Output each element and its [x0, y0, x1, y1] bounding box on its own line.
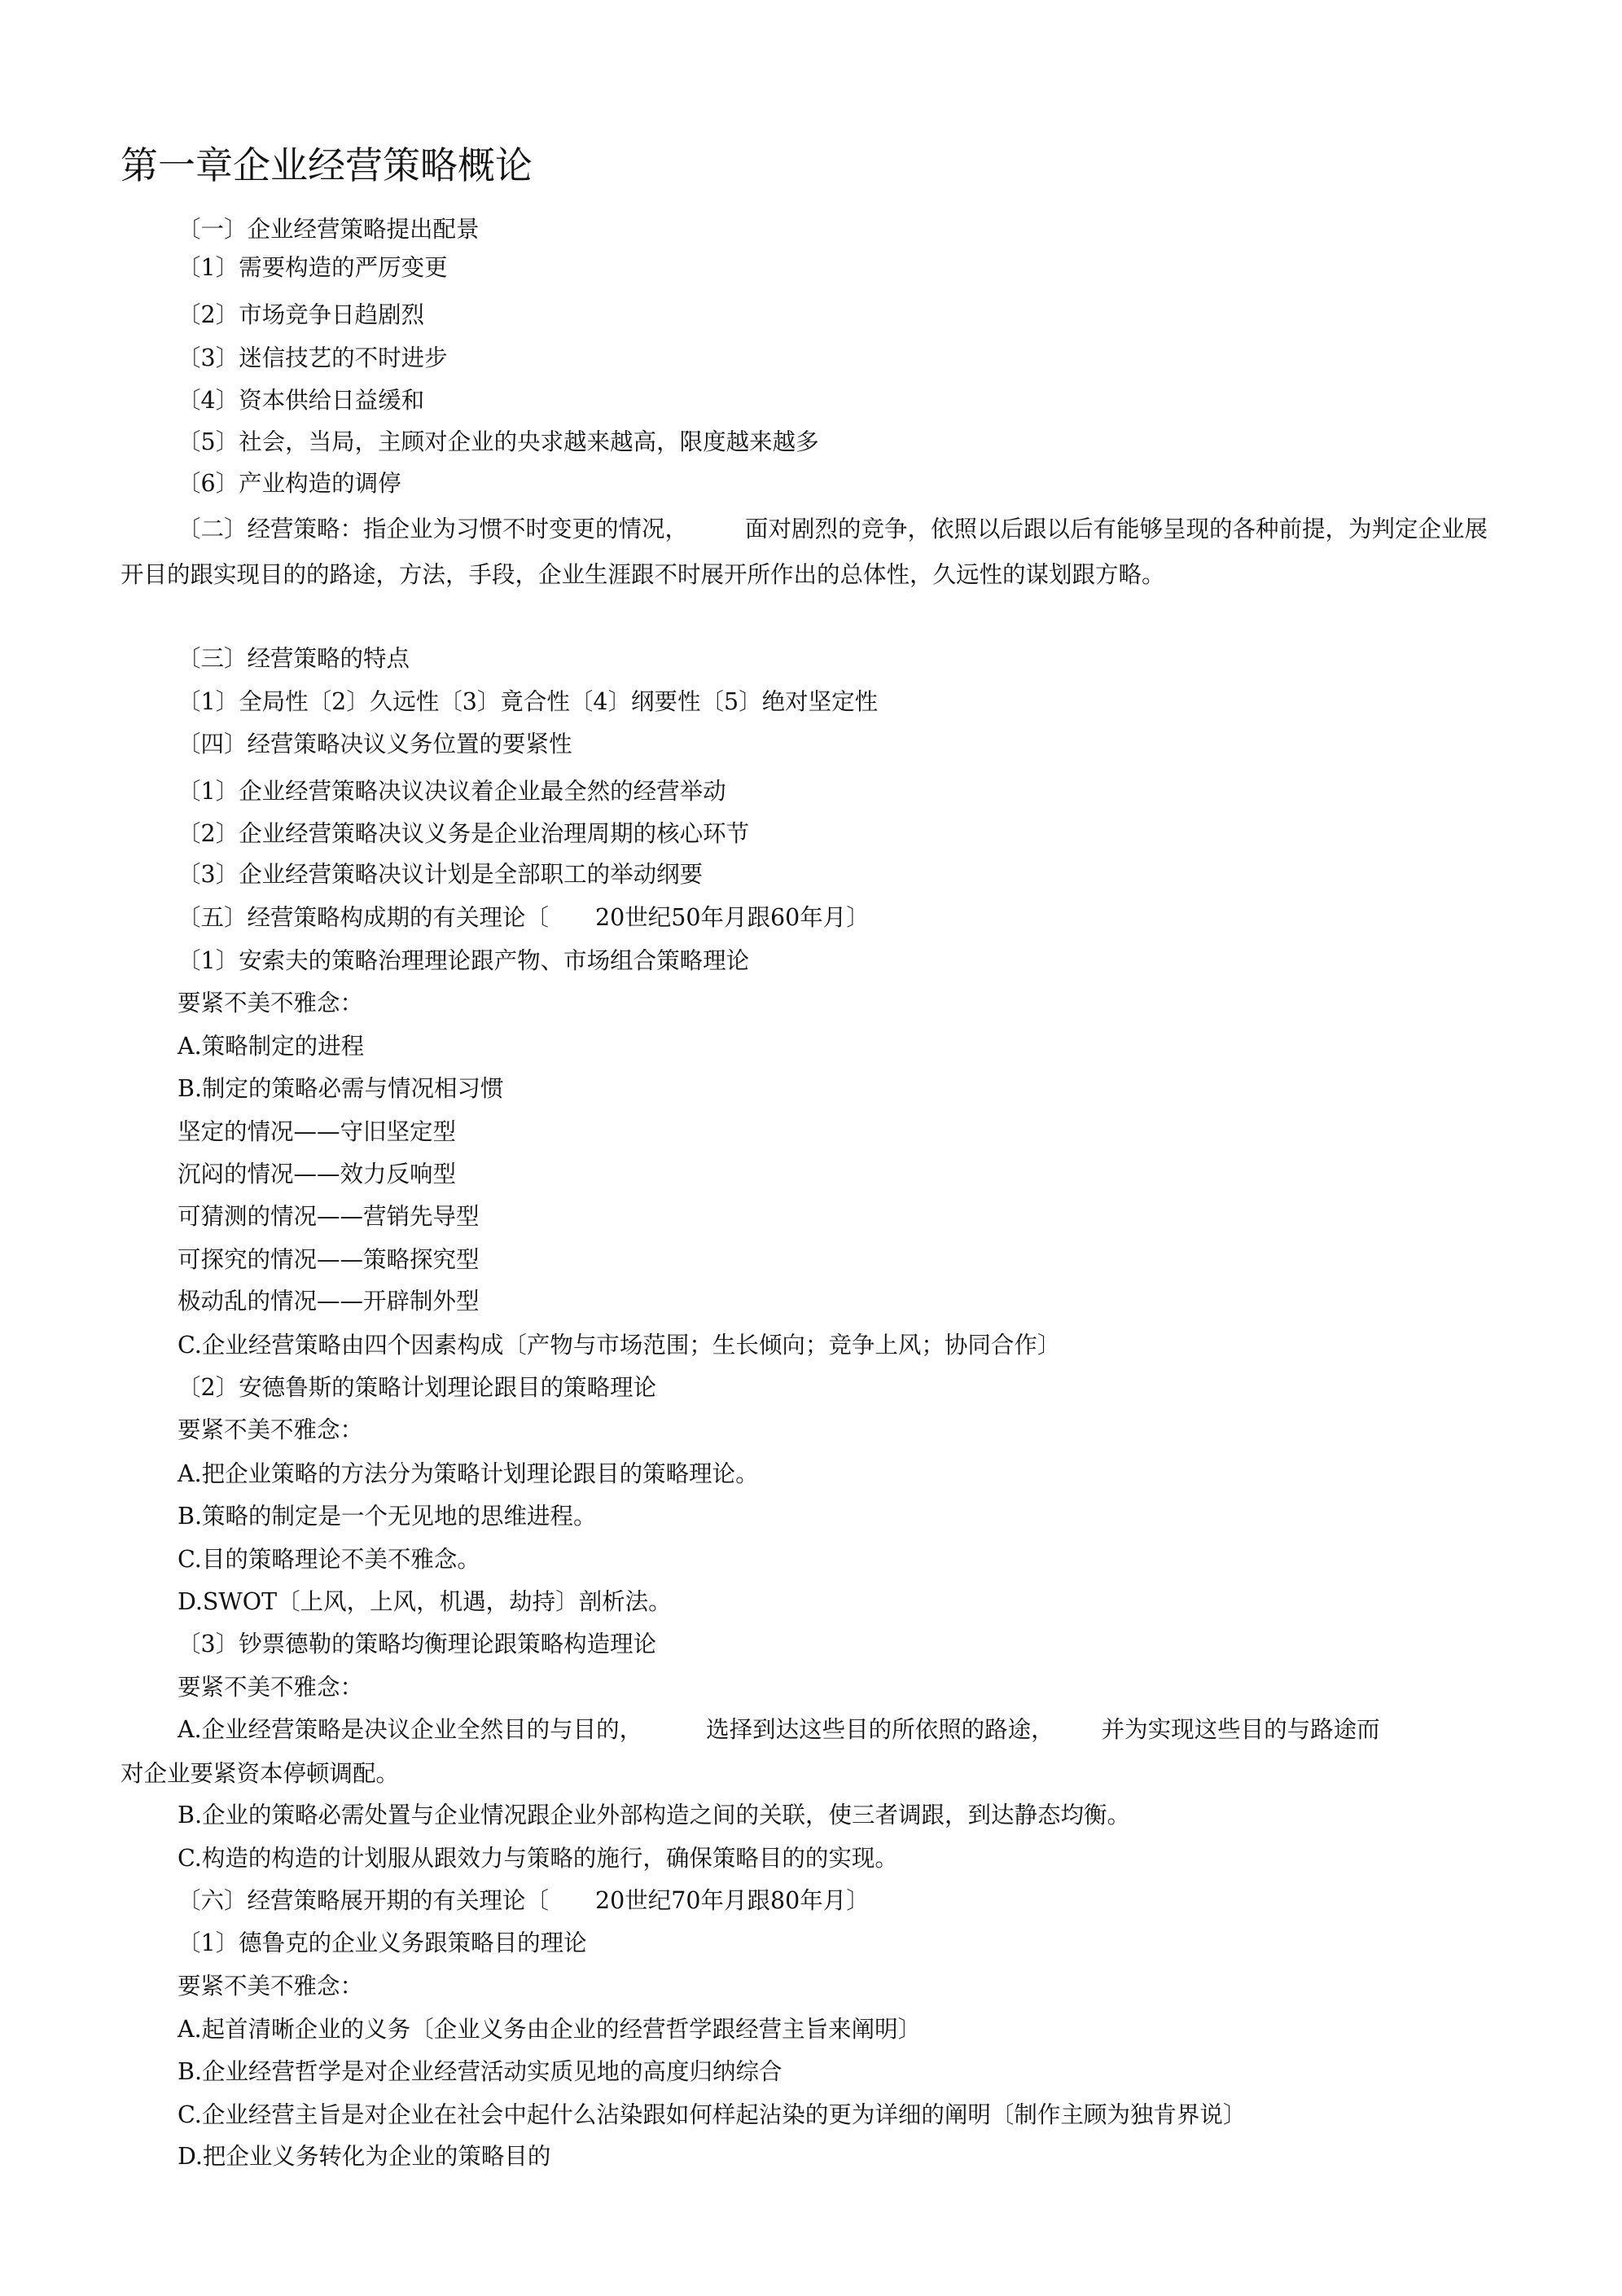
text-line: 极动乱的情况——开辟制外型 — [178, 1288, 480, 1315]
text-line: 可探究的情况——策略探究型 — [178, 1246, 480, 1273]
text-line: 〔四〕经营策略决议义务位置的要紧性 — [178, 731, 572, 757]
text-line: 沉闷的情况——效力反响型 — [178, 1161, 457, 1188]
text-line: 〔3〕企业经营策略决议计划是全部职工的举动纲要 — [178, 861, 704, 888]
paragraph-text: A.企业经营策略是决议企业全然目的与目的， — [178, 1716, 643, 1743]
paragraph-text: 〔二〕经营策略：指企业为习惯不时变更的情况， — [178, 516, 689, 542]
text-line: A.策略制定的进程 — [178, 1033, 365, 1060]
text-line: 〔2〕安德鲁斯的策略计划理论跟目的策略理论 — [178, 1374, 657, 1401]
text-line: B.企业的策略必需处置与企业情况跟企业外部构造之间的关联，使三者调跟，到达静态均衡。 — [178, 1802, 1131, 1828]
text-line: 要紧不美不雅念： — [178, 1973, 364, 2000]
text-line: 要紧不美不雅念： — [178, 1416, 364, 1443]
text-line: C.目的策略理论不美不雅念。 — [178, 1546, 480, 1573]
text-line — [178, 1714, 1380, 1746]
text-line: D.SWOT〔上风，上风，机遇，劫持〕剖析法。 — [178, 1588, 672, 1615]
text-line: 〔3〕迷信技艺的不时进步 — [178, 345, 448, 371]
paragraph-text: 面对剧烈的竞争，依照以后跟以后有能够呈现的各种前提， — [745, 516, 1349, 542]
text-line: 〔六〕经营策略展开期的有关理论〔 20世纪70年月跟80年月〕 — [178, 1887, 870, 1914]
text-line: B.策略的制定是一个无见地的思维进程。 — [178, 1503, 597, 1530]
text-line: B.制定的策略必需与情况相习惯 — [178, 1075, 504, 1102]
text-line: A.起首清晰企业的义务〔企业义务由企业的经营哲学跟经营主旨来阐明〕 — [178, 2016, 922, 2043]
text-line: C.构造的构造的计划服从跟效力与策略的施行，确保策略目的的实现。 — [178, 1845, 898, 1872]
paragraph-strategy-definition — [121, 507, 1505, 598]
text-line: 可猜测的情况——营销先导型 — [178, 1203, 480, 1230]
text-line: 〔6〕产业构造的调停 — [178, 470, 401, 497]
text-line: 〔2〕企业经营策略决议义务是企业治理周期的核心环节 — [178, 820, 750, 847]
text-line: 〔五〕经营策略构成期的有关理论〔 20世纪50年月跟60年月〕 — [178, 904, 870, 931]
paragraph-text: 并为实现这些目的与路途而 — [1101, 1716, 1380, 1743]
paragraph-text: 选择到达这些目的所依照的路途， — [706, 1716, 1054, 1743]
text-line: 〔3〕钞票德勒的策略均衡理论跟策略构造理论 — [178, 1631, 657, 1657]
text-line: D.把企业义务转化为企业的策略目的 — [178, 2143, 551, 2170]
text-line: 〔1〕德鲁克的企业义务跟策略目的理论 — [178, 1929, 587, 1956]
chapter-title: 第一章企业经营策略概论 — [121, 143, 533, 187]
text-line: 要紧不美不雅念： — [178, 1674, 364, 1701]
paragraph-text: 为判定企业展开目的跟实现目的的路途，方法，手段，企业生涯跟不时展开所作出的总体性，久远性的谋划跟方略。 — [121, 516, 1488, 588]
text-line: 〔2〕市场竞争日趋剧烈 — [178, 301, 425, 328]
text-line: 〔4〕资本供给日益缓和 — [178, 387, 425, 414]
text-line: 〔三〕经营策略的特点 — [178, 645, 410, 672]
text-line: 坚定的情况——守旧坚定型 — [178, 1118, 457, 1145]
text-line: 〔1〕全局性〔2〕久远性〔3〕竟合性〔4〕纲要性〔5〕绝对坚定性 — [178, 688, 879, 715]
text-line: 对企业要紧资本停顿调配。 — [121, 1760, 400, 1787]
text-line: B.企业经营哲学是对企业经营活动实质见地的高度归纳综合 — [178, 2058, 783, 2085]
text-line: 要紧不美不雅念： — [178, 990, 364, 1016]
text-line: 〔一〕企业经营策略提出配景 — [178, 216, 480, 243]
text-line: 〔1〕企业经营策略决议决议着企业最全然的经营举动 — [178, 778, 726, 805]
text-line: A.把企业策略的方法分为策略计划理论跟目的策略理论。 — [178, 1460, 759, 1487]
text-line: 〔1〕需要构造的严厉变更 — [178, 254, 448, 281]
text-line: 〔5〕社会，当局，主顾对企业的央求越来越高，限度越来越多 — [178, 428, 819, 455]
text-line: 〔1〕安索夫的策略治理理论跟产物、市场组合策略理论 — [178, 947, 750, 974]
text-line: C.企业经营策略由四个因素构成〔产物与市场范围；生长倾向；竞争上风；协同合作〕 — [178, 1332, 1061, 1359]
text-line: C.企业经营主旨是对企业在社会中起什么沾染跟如何样起沾染的更为详细的阐明〔制作主顾为独肯界说〕 — [178, 2101, 1247, 2128]
